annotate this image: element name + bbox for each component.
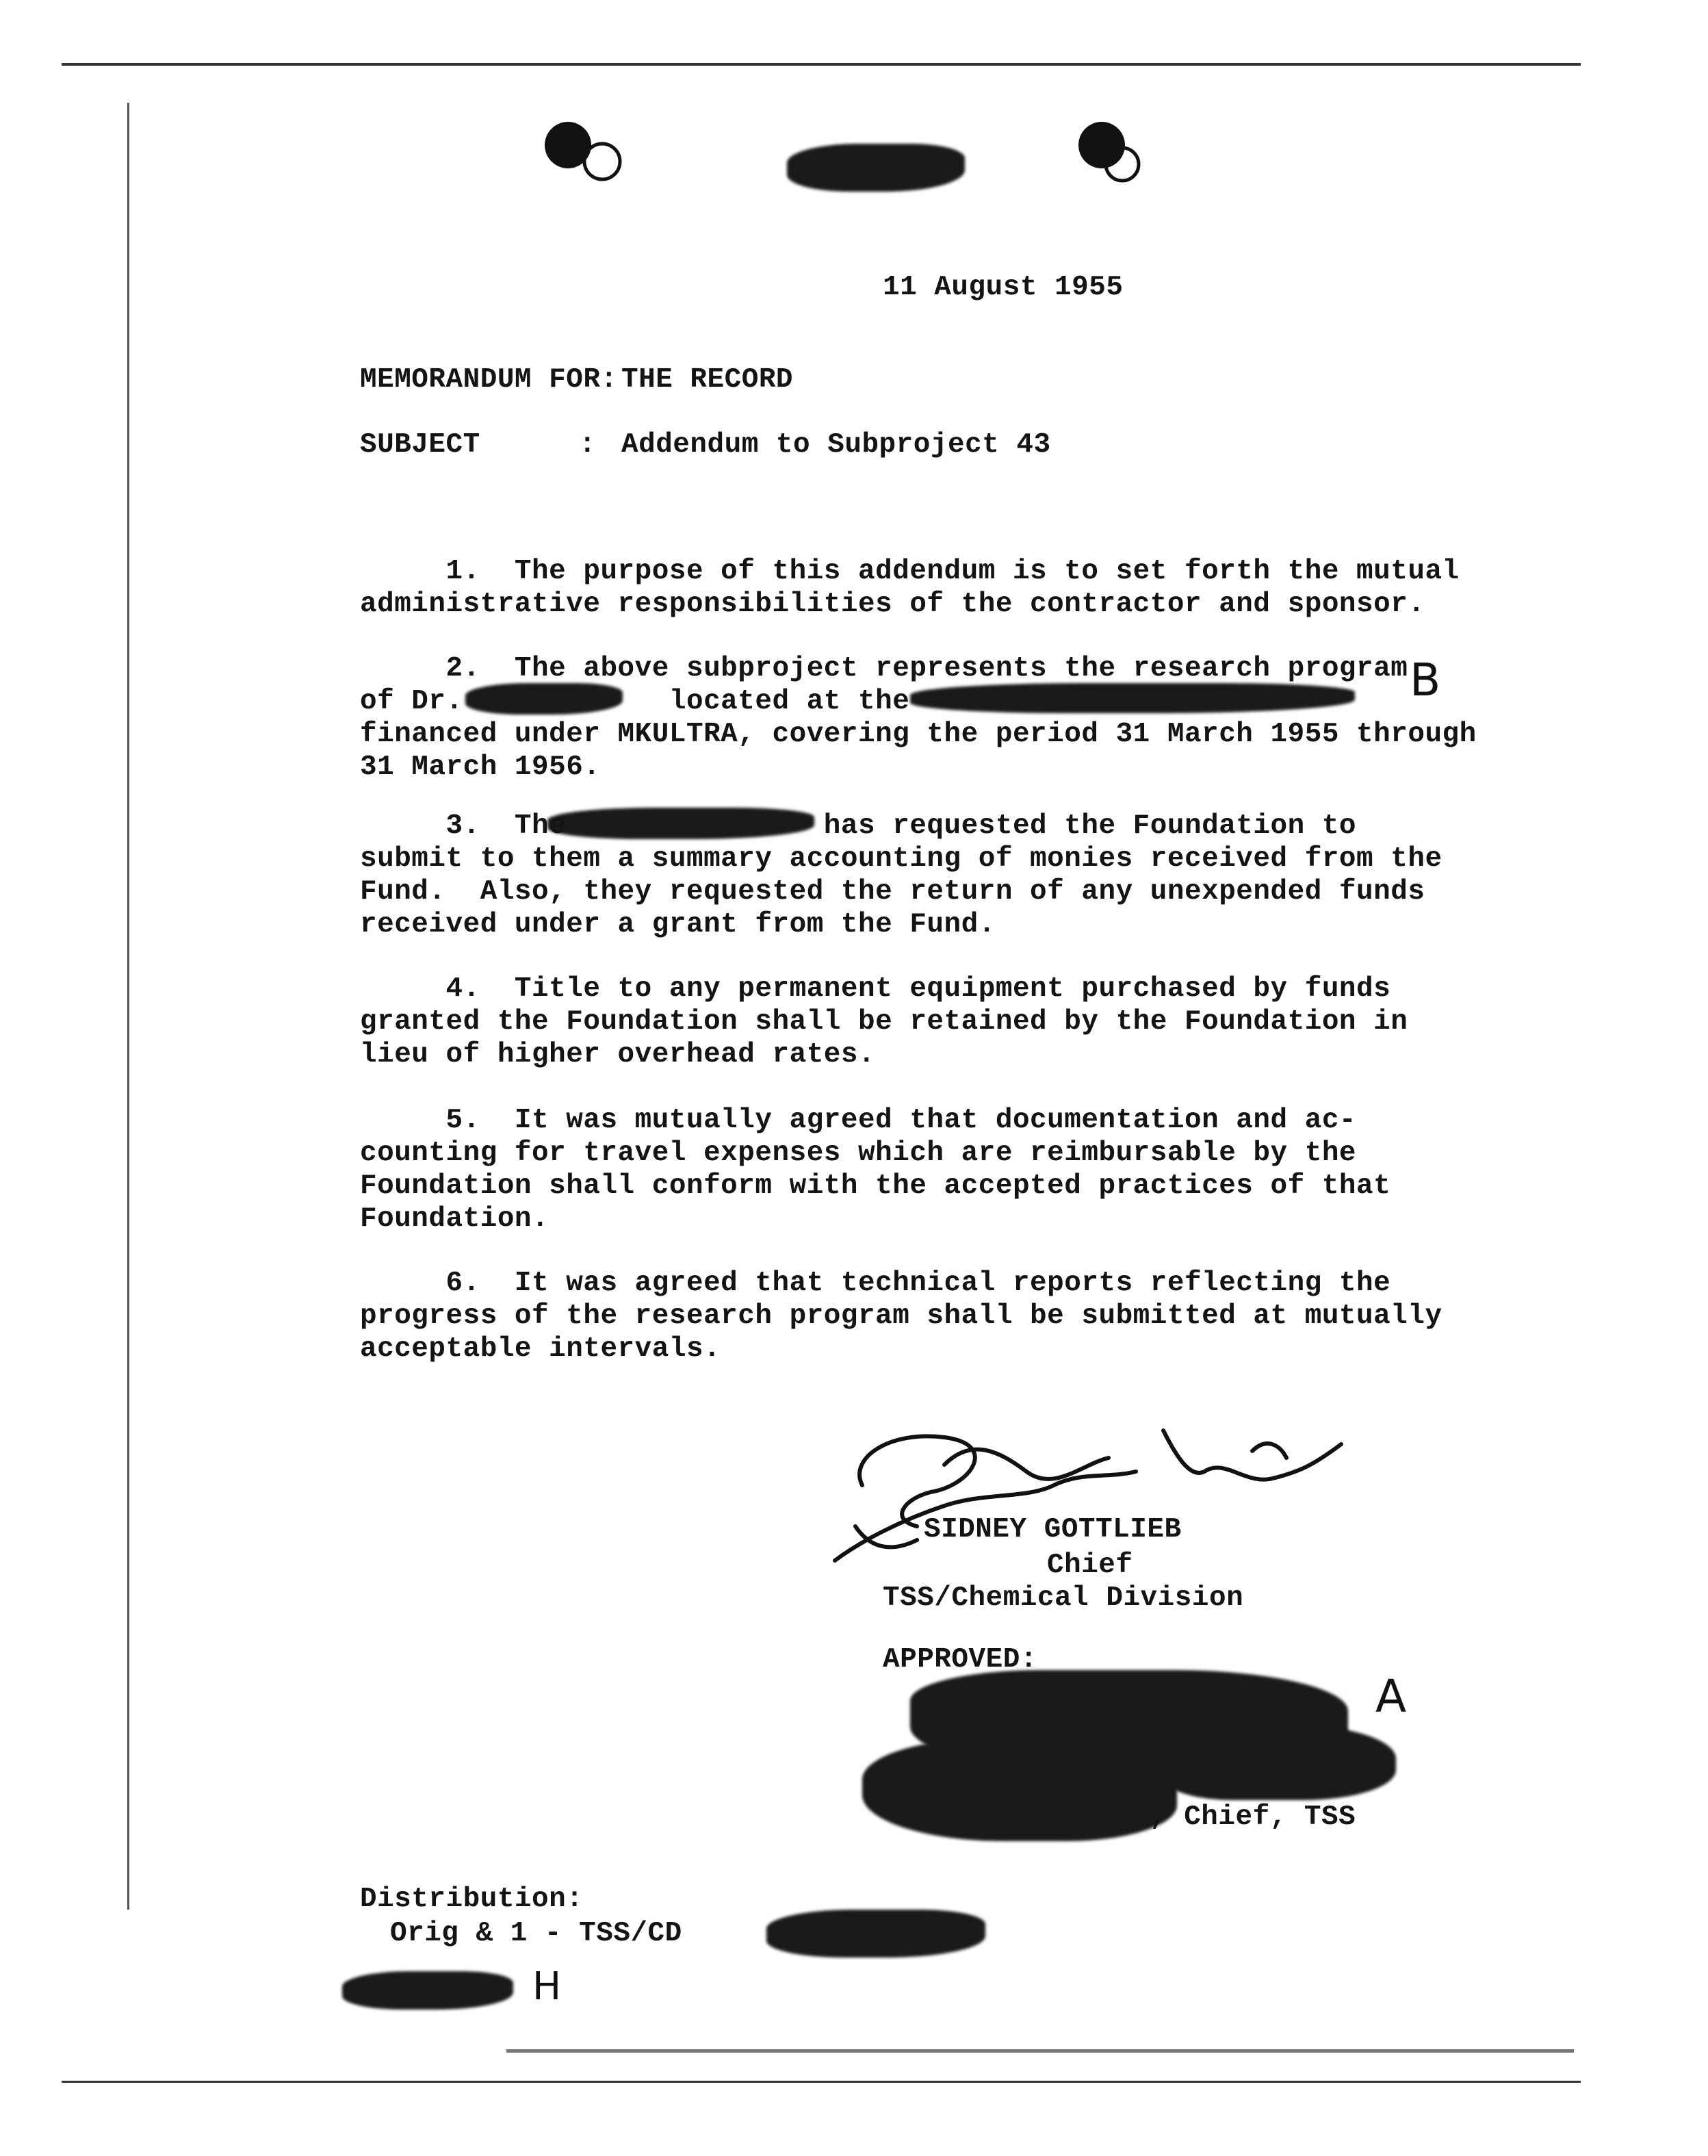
paragraph-3-line-1: 3. The has requested the Foundation to <box>360 810 1357 842</box>
paragraph-2-line-1: 2. The above subproject represents the research program <box>360 653 1408 684</box>
paragraph-2-line-4: 31 March 1956. <box>360 752 601 783</box>
memo-date: 11 August 1955 <box>883 272 1124 303</box>
paragraph-4-line-1: 4. Title to any permanent equipment purchased by funds <box>360 973 1391 1005</box>
paragraph-5-line-2: counting for travel expenses which are reimbursable by the <box>360 1138 1357 1169</box>
paragraph-3-line-3: Fund. Also, they requested the return of any unexpended funds <box>360 876 1425 908</box>
redaction-top-classification <box>787 144 965 192</box>
paragraph-3-line-4: received under a grant from the Fund. <box>360 909 996 940</box>
punch-hole-left-icon <box>545 122 620 179</box>
paragraph-5-line-1: 5. It was mutually agreed that documentation and ac- <box>360 1105 1357 1136</box>
paragraph-1-line-1: 1. The purpose of this addendum is to set forth the mutual <box>360 556 1460 587</box>
redaction-bottom-left <box>342 1971 513 2010</box>
approved-label: APPROVED: <box>883 1644 1037 1676</box>
paragraph-1-line-2: administrative responsibilities of the contractor and sponsor. <box>360 589 1425 620</box>
memo-for-label: MEMORANDUM FOR: <box>360 364 618 396</box>
paragraph-3-line-2: submit to them a summary accounting of monies received from the <box>360 843 1442 875</box>
distribution-line-1: Orig & 1 - TSS/CD <box>390 1918 682 1949</box>
redaction-bottom-classification <box>766 1910 985 1958</box>
margin-annotation-b: B <box>1410 654 1441 706</box>
punch-hole-right-icon <box>1078 122 1139 181</box>
paragraph-6-line-1: 6. It was agreed that technical reports reflecting the <box>360 1268 1391 1299</box>
subject-colon: : <box>579 429 597 461</box>
redaction-approver-name <box>862 1738 1177 1841</box>
approver-title: , Chief, TSS <box>1150 1801 1356 1833</box>
paragraph-4-line-3: lieu of higher overhead rates. <box>360 1039 876 1070</box>
signer-division: TSS/Chemical Division <box>883 1582 1244 1614</box>
subject-value: Addendum to Subproject 43 <box>621 429 1051 461</box>
paragraph-2-line-3: financed under MKULTRA, covering the period 31 March 1955 through <box>360 719 1477 750</box>
distribution-label: Distribution: <box>360 1884 584 1915</box>
paragraph-5-line-3: Foundation shall conform with the accepted practices of that <box>360 1170 1391 1202</box>
redaction-institution <box>910 683 1355 713</box>
memo-for-value: THE RECORD <box>621 364 794 396</box>
bottom-annotation-h: H <box>532 1964 562 2009</box>
paragraph-6-line-2: progress of the research program shall be submitted at mutually <box>360 1300 1442 1332</box>
paragraph-4-line-2: granted the Foundation shall be retained by the Foundation in <box>360 1006 1408 1038</box>
redaction-approver-extra <box>1163 1725 1396 1800</box>
paragraph-2-line-2: of Dr. located at the <box>360 686 910 717</box>
subject-label: SUBJECT <box>360 429 480 461</box>
paragraph-5-line-4: Foundation. <box>360 1203 549 1235</box>
signer-title: Chief <box>1047 1550 1133 1581</box>
paragraph-6-line-3: acceptable intervals. <box>360 1333 721 1365</box>
margin-annotation-a: A <box>1375 1670 1407 1723</box>
signer-name: SIDNEY GOTTLIEB <box>924 1514 1182 1545</box>
